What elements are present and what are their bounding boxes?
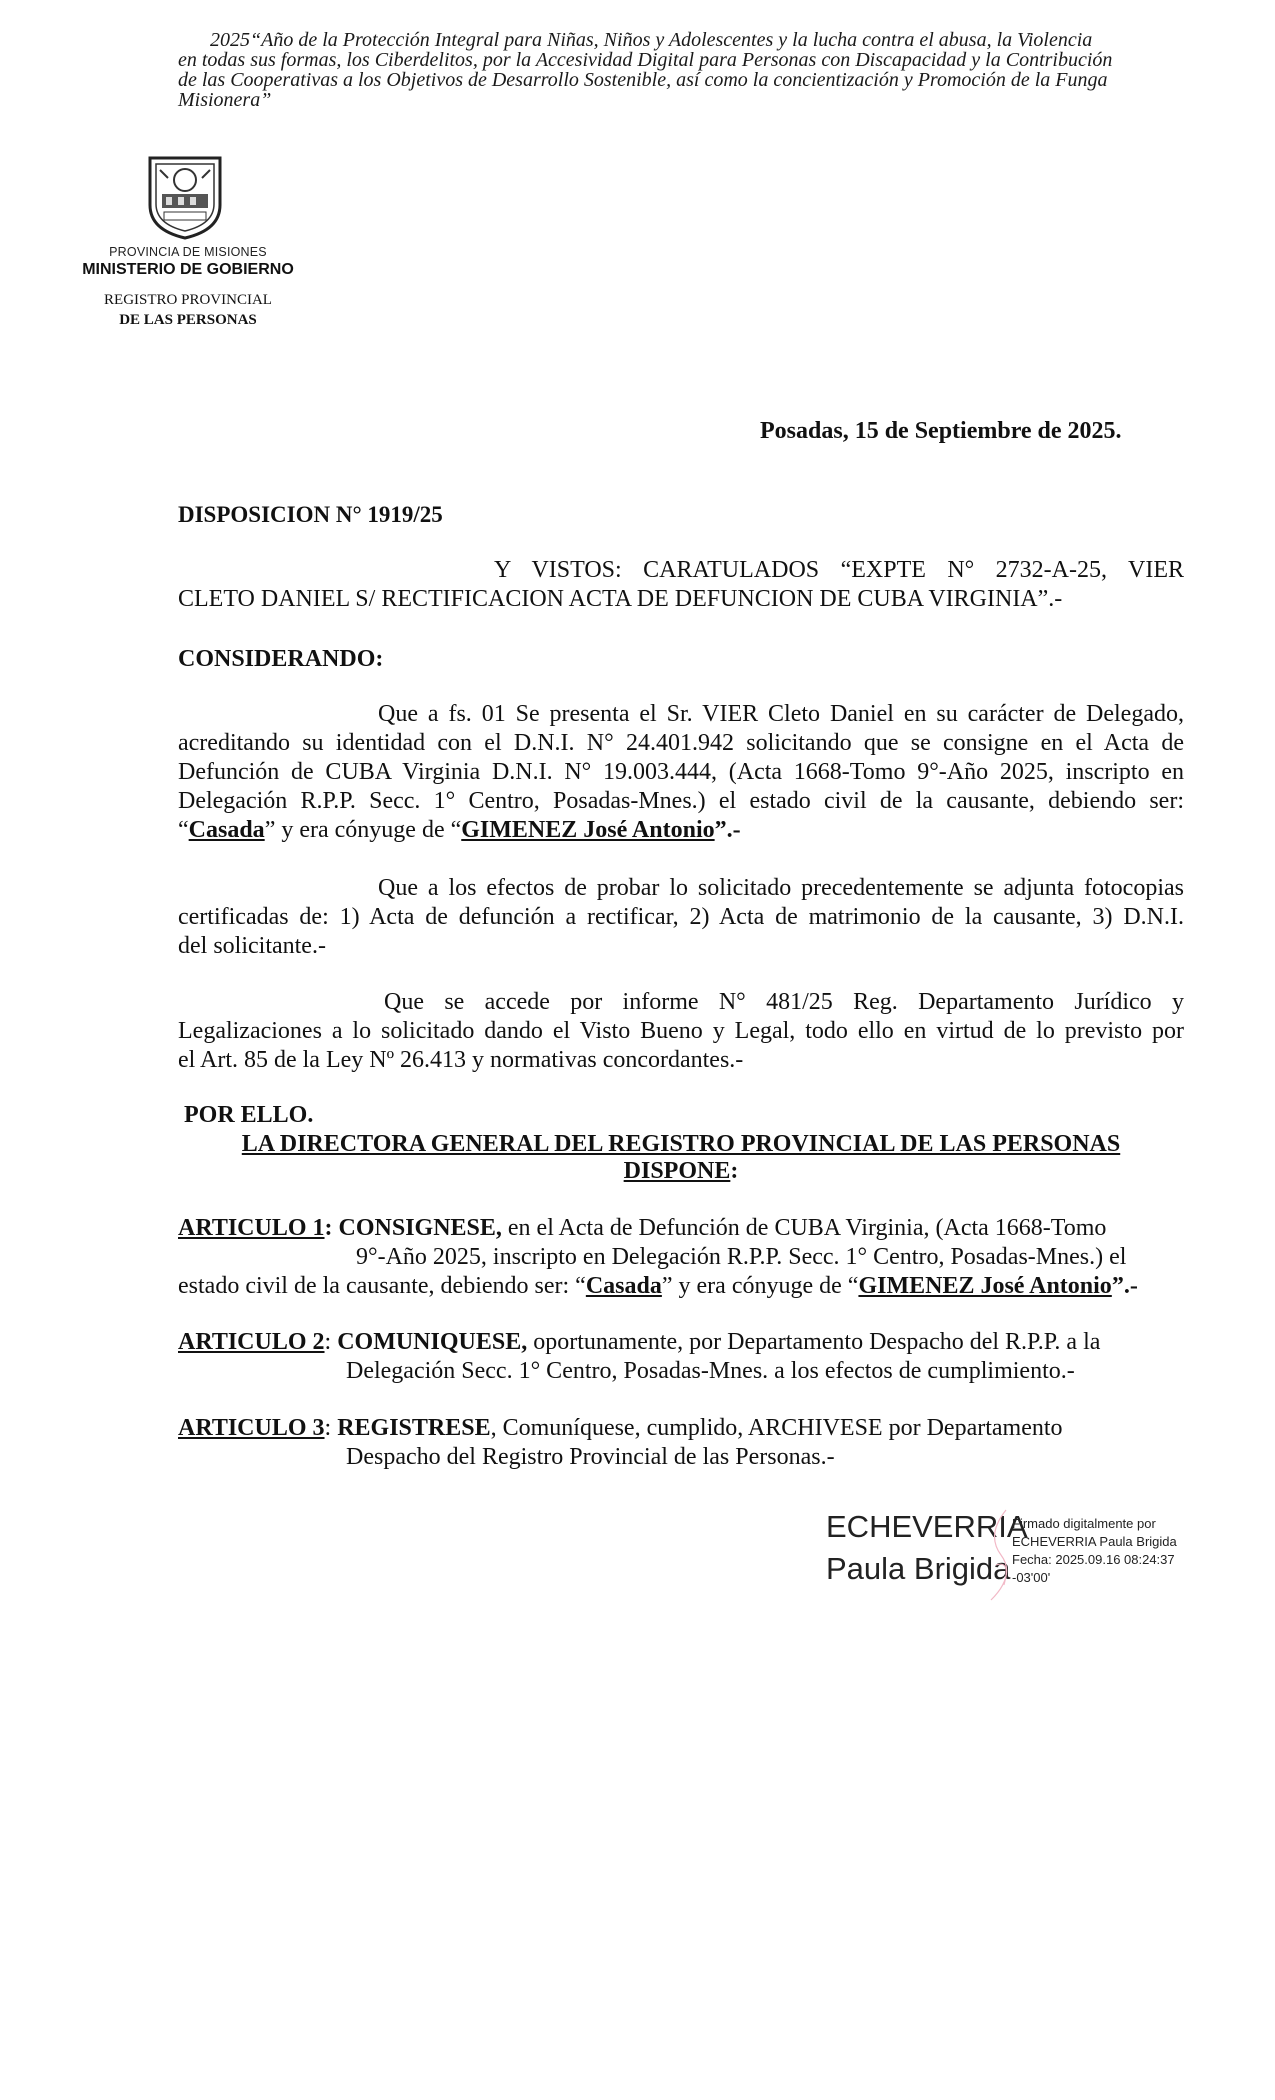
quote-open: “ xyxy=(178,817,189,843)
considerando-heading: CONSIDERANDO: xyxy=(178,646,384,672)
paragraph-line xyxy=(178,787,1184,816)
disposition-number: DISPOSICION N° 1919/25 xyxy=(178,502,443,527)
dispone-colon: : xyxy=(730,1158,739,1184)
article-line xyxy=(178,1272,1188,1301)
digital-signature xyxy=(826,1505,1226,1605)
spouse-name: GIMENEZ José Antonio xyxy=(858,1273,1112,1299)
article-label: ARTICULO 1 xyxy=(178,1215,325,1241)
article-head xyxy=(178,1328,1188,1357)
paragraph-text: acreditando su identidad con el D.N.I. N° 24.401.942 solicitando que se consigne en el Acta de xyxy=(178,730,1184,756)
vistos-line xyxy=(178,556,1184,585)
vistos-paragraph xyxy=(178,556,1184,614)
signer-given-name: Paula Brigida xyxy=(826,1551,1011,1586)
paragraph-line xyxy=(178,729,1184,758)
article-label: ARTICULO 3 xyxy=(178,1415,325,1441)
paragraph-line xyxy=(178,932,1184,961)
signature-detail-line: Firmado digitalmente por xyxy=(1012,1516,1156,1531)
spouse-name: GIMENEZ José Antonio xyxy=(461,817,715,843)
article-end: ”.- xyxy=(1111,1273,1138,1299)
article-text: en el Acta de Defunción de CUBA Virginia, (Acta 1668-Tomo xyxy=(501,1215,1107,1241)
ministry-name: MINISTERIO DE GOBIERNO xyxy=(82,261,294,278)
article-colon: : xyxy=(324,1329,338,1355)
paragraph-line xyxy=(178,1017,1184,1046)
vistos-line xyxy=(178,585,1184,614)
article-colon: : xyxy=(324,1415,338,1441)
article-text: 9°-Año 2025, inscripto en Delegación R.P.P. Secc. 1° Centro, Posadas-Mnes.) el xyxy=(356,1244,1127,1270)
article-text: ” y era cónyuge de “ xyxy=(661,1273,859,1299)
por-ello-heading: POR ELLO. xyxy=(184,1102,314,1128)
motto-line: 2025“Año de la Protección Integral para Niñas, Niños y Adolescentes y la lucha contra el abusa, la Violencia xyxy=(210,29,1093,51)
article-head xyxy=(178,1414,1188,1443)
article-3 xyxy=(178,1414,1188,1472)
article-verb: REGISTRESE xyxy=(337,1415,491,1441)
article-text: oportunamente, por Departamento Despacho del R.P.P. a la xyxy=(527,1329,1101,1355)
article-text: Despacho del Registro Provincial de las Personas.- xyxy=(346,1444,835,1470)
signer-surname: ECHEVERRIA xyxy=(826,1509,1028,1544)
paragraph-text: del solicitante.- xyxy=(178,933,326,959)
signature-detail-line: Fecha: 2025.09.16 08:24:37 xyxy=(1012,1552,1175,1567)
article-label: ARTICULO 2 xyxy=(178,1329,325,1355)
article-verb: CONSIGNESE, xyxy=(338,1215,502,1241)
registry-name-line1: REGISTRO PROVINCIAL xyxy=(104,292,272,308)
motto-line: de las Cooperativas a los Objetivos de Desarrollo Sostenible, así como la concientización y Promoción de la Funga xyxy=(178,69,1108,91)
article-text: estado civil de la causante, debiendo ser: “ xyxy=(178,1273,586,1299)
paragraph-text: Que se accede por informe N° 481/25 Reg. Departamento Jurídico y xyxy=(384,989,1184,1015)
vistos-text: CLETO DANIEL S/ RECTIFICACION ACTA DE DEFUNCION DE CUBA VIRGINIA”.- xyxy=(178,586,1063,612)
dispone-line xyxy=(178,1158,1184,1185)
considerando-paragraph-2 xyxy=(178,874,1184,961)
article-1 xyxy=(178,1214,1188,1301)
provincial-seal-icon xyxy=(140,150,230,240)
paragraph-text: certificadas de: 1) Acta de defunción a rectificar, 2) Acta de matrimonio de la causante, 3) D.N.I. xyxy=(178,904,1184,930)
document-date: Posadas, 15 de Septiembre de 2025. xyxy=(760,418,1122,444)
motto-line: Misionera” xyxy=(178,89,272,111)
signature-detail-line: ECHEVERRIA Paula Brigida xyxy=(1012,1534,1177,1549)
paragraph-text: Que a fs. 01 Se presenta el Sr. VIER Cleto Daniel en su carácter de Delegado, xyxy=(378,701,1184,727)
motto-header xyxy=(178,30,1178,110)
paragraph-text: ” y era cónyuge de “ xyxy=(264,817,462,843)
signature-detail-line: -03'00' xyxy=(1012,1570,1051,1585)
article-head xyxy=(178,1214,1188,1243)
article-colon: : xyxy=(324,1215,339,1241)
paragraph-end: ”.- xyxy=(714,817,741,843)
vistos-text: Y VISTOS: CARATULADOS “EXPTE N° 2732-A-25, VIER xyxy=(494,557,1184,583)
paragraph-text: Que a los efectos de probar lo solicitado precedentemente se adjunta fotocopias xyxy=(378,875,1184,901)
directora-heading xyxy=(178,1131,1184,1185)
paragraph-line xyxy=(178,903,1184,932)
paragraph-line xyxy=(178,874,1184,903)
article-2 xyxy=(178,1328,1188,1386)
article-text: , Comuníquese, cumplido, ARCHIVESE por Departamento xyxy=(490,1415,1063,1441)
paragraph-text: Delegación R.P.P. Secc. 1° Centro, Posadas-Mnes.) el estado civil de la causante, debiendo ser: xyxy=(178,788,1184,814)
registry-name-line2: DE LAS PERSONAS xyxy=(119,312,257,328)
signature-details xyxy=(1012,1515,1177,1587)
considerando-paragraph-1 xyxy=(178,700,1184,845)
civil-status: Casada xyxy=(585,1273,662,1299)
paragraph-line xyxy=(178,988,1184,1017)
considerando-paragraph-3 xyxy=(178,988,1184,1075)
article-verb: COMUNIQUESE, xyxy=(337,1329,528,1355)
paragraph-line xyxy=(178,700,1184,729)
motto-line: en todas sus formas, los Ciberdelitos, por la Accesividad Digital para Personas con Discapacidad y la Contribución xyxy=(178,49,1113,71)
paragraph-line xyxy=(178,1046,1184,1075)
province-name: PROVINCIA DE MISIONES xyxy=(109,245,267,259)
paragraph-line xyxy=(178,816,1184,845)
article-text: Delegación Secc. 1° Centro, Posadas-Mnes. a los efectos de cumplimiento.- xyxy=(346,1358,1075,1384)
civil-status: Casada xyxy=(188,817,265,843)
paragraph-text: Defunción de CUBA Virginia D.N.I. N° 19.003.444, (Acta 1668-Tomo 9°-Año 2025, inscripto en xyxy=(178,759,1184,785)
dispone-word: DISPONE xyxy=(623,1158,731,1184)
directora-title: LA DIRECTORA GENERAL DEL REGISTRO PROVINCIAL DE LAS PERSONAS xyxy=(241,1131,1121,1157)
paragraph-text: el Art. 85 de la Ley Nº 26.413 y normativas concordantes.- xyxy=(178,1047,744,1073)
paragraph-text: Legalizaciones a lo solicitado dando el Visto Bueno y Legal, todo ello en virtud de lo previsto por xyxy=(178,1018,1184,1044)
paragraph-line xyxy=(178,758,1184,787)
